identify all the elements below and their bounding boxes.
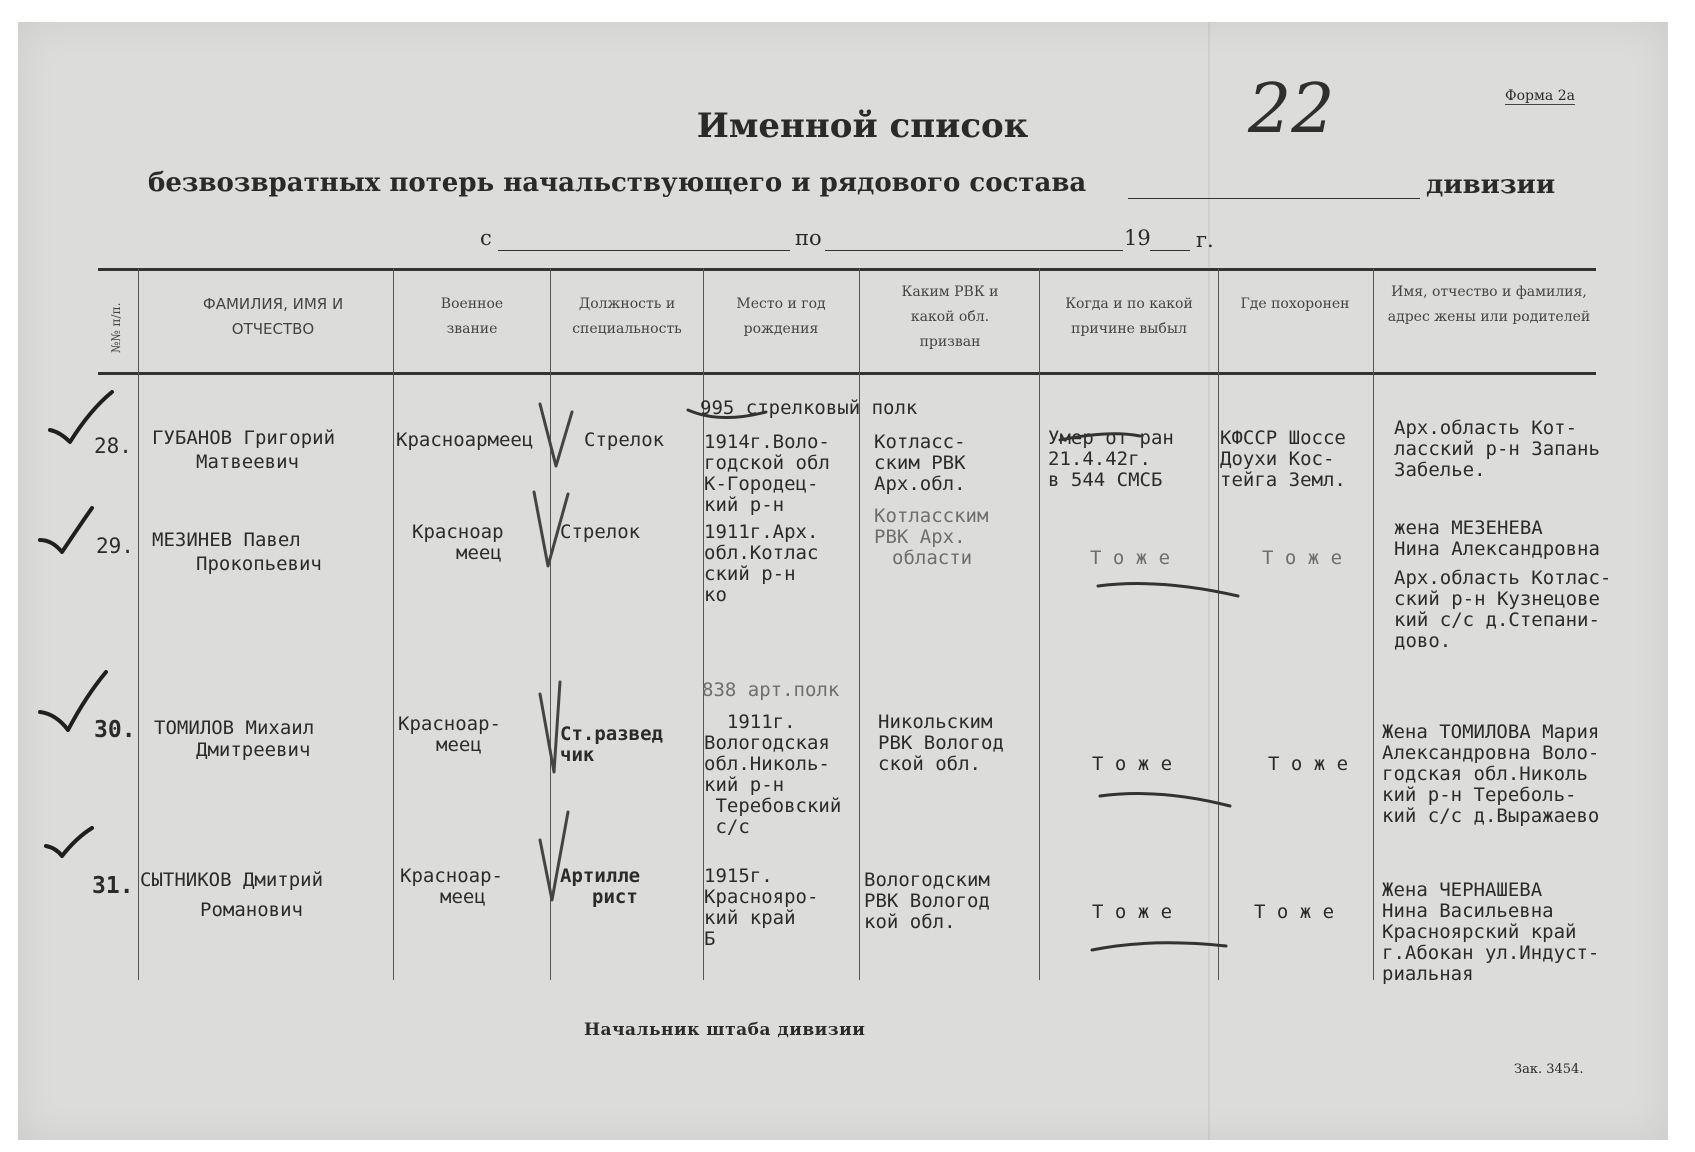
position: Артилле рист [560,865,641,908]
person-patronymic: Матвеевич [196,451,299,473]
header-rvk: Каким РВК и какой обл. призван [901,284,999,350]
rvk: Вологодским РВК Вологод кой обл. [864,869,990,933]
person-name: ГУБАНОВ Григорий [152,427,336,449]
person-name: МЕЗИНЕВ Павел [152,529,301,551]
header-position: Должность и специальность [572,296,682,337]
person-patronymic: Дмитреевич [196,739,311,761]
period-to-label: по [795,226,822,250]
person-patronymic: Прокопьевич [196,553,322,575]
subtitle-suffix: дивизии [1426,170,1556,200]
header-number: №№ п/п. [109,302,123,353]
birth-place-year: 1911г.Арх. обл.Котлас ский р-н ко [704,521,819,606]
position: Стрелок [584,429,665,451]
period-year-label: 19 [1124,226,1151,250]
burial-place: КФССР Шоссе Доухи Кос- тейга Земл. [1220,427,1346,491]
header-relatives: Имя, отчество и фамилия, адрес жены или родителей [1387,284,1591,325]
burial-place: Т о ж е [1262,547,1343,569]
header-full-name: ФАМИЛИЯ, ИМЯ И ОТЧЕСТВО [202,295,344,338]
reason: Умер от ран 21.4.42г. в 544 СМСБ [1048,427,1174,491]
row-number: 31. [92,873,134,899]
header-rank: Военное звание [440,296,504,337]
regiment-note: 995 стрелковый полк [700,397,918,419]
underline-mark [1060,434,1140,440]
reason: Т о ж е [1092,753,1173,775]
page-title: Именной список [696,106,1029,146]
underline-mark [1092,943,1226,950]
rvk: Котласским РВК Арх. области [874,505,989,569]
position: Стрелок [560,521,641,543]
burial-place: Т о ж е [1268,753,1349,775]
person-patronymic: Романович [200,899,303,921]
underline-mark [1100,794,1230,806]
row-number: 28. [94,434,132,458]
reason: Т о ж е [1090,547,1171,569]
birth-place-year: 1911г. Вологодская обл.Николь- кий р-н Теребовский с/с [704,711,842,838]
birth-place-year: 1915г. Краснояро- кий край Б [704,865,819,950]
relatives: Арх.область Кот- ласский р-н Запань Забелье. [1394,417,1600,481]
relatives: Жена ТОМИЛОВА Мария Александровна Воло- годская обл.Николь кий р-н Тереболь- кий с/с д.Выражаево [1382,721,1600,827]
military-rank: Красноар- меец [398,713,501,756]
rvk: Котласс- ским РВК Арх.обл. [874,431,966,495]
header-reason: Когда и по какой причине выбыл [1065,296,1193,337]
person-name: СЫТНИКОВ Дмитрий [140,869,324,891]
page-subtitle: безвозвратных потерь начальствующего и рядового состава [148,168,1087,198]
person-name: ТОМИЛОВ Михаил [154,717,315,739]
tick-mark [534,492,568,566]
underline-mark [1098,584,1238,596]
tick-mark [540,404,572,466]
relatives: жена МЕЗЕНЕВА Нина Александровна Арх.область Котлас- ский р-н Кузнецове кий с/с д.Степани- дово. [1394,517,1612,652]
birth-place-year: 1914г.Воло- годской обл К-Городец- кий р-н [704,431,830,516]
underline-mark [688,410,766,418]
row-number: 29. [96,534,134,558]
check-mark [40,508,92,552]
row-number: 30. [94,717,136,743]
tick-mark [540,682,560,772]
tick-mark [540,812,568,900]
order-number: Зак. 3454. [1514,1062,1584,1077]
position: Ст.развед чик [560,723,663,766]
header-birth: Место и год рождения [736,296,826,337]
relatives: Жена ЧЕРНАШЕВА Нина Васильевна Красноярский край г.Абокан ул.Индуст- риальная [1382,879,1600,985]
reason: Т о ж е [1092,901,1173,923]
burial-place: Т о ж е [1254,901,1335,923]
period-year-suffix: г. [1196,228,1214,252]
footer-signature: Начальник штаба дивизии [584,1020,866,1040]
check-mark [40,672,106,730]
regiment-note: 838 арт.полк [702,679,840,701]
header-burial: Где похоронен [1240,296,1350,312]
check-mark [50,392,112,442]
handwritten-page-number: 22 [1248,70,1335,149]
rvk: Никольским РВК Вологод ской обл. [878,711,1004,775]
military-rank: Красноар меец [412,521,504,564]
form-label: Форма 2а [1505,88,1575,104]
military-rank: Красноар- меец [400,865,503,908]
check-mark [46,828,92,856]
period-from-label: с [480,226,492,250]
military-rank: Красноармеец [396,429,534,451]
